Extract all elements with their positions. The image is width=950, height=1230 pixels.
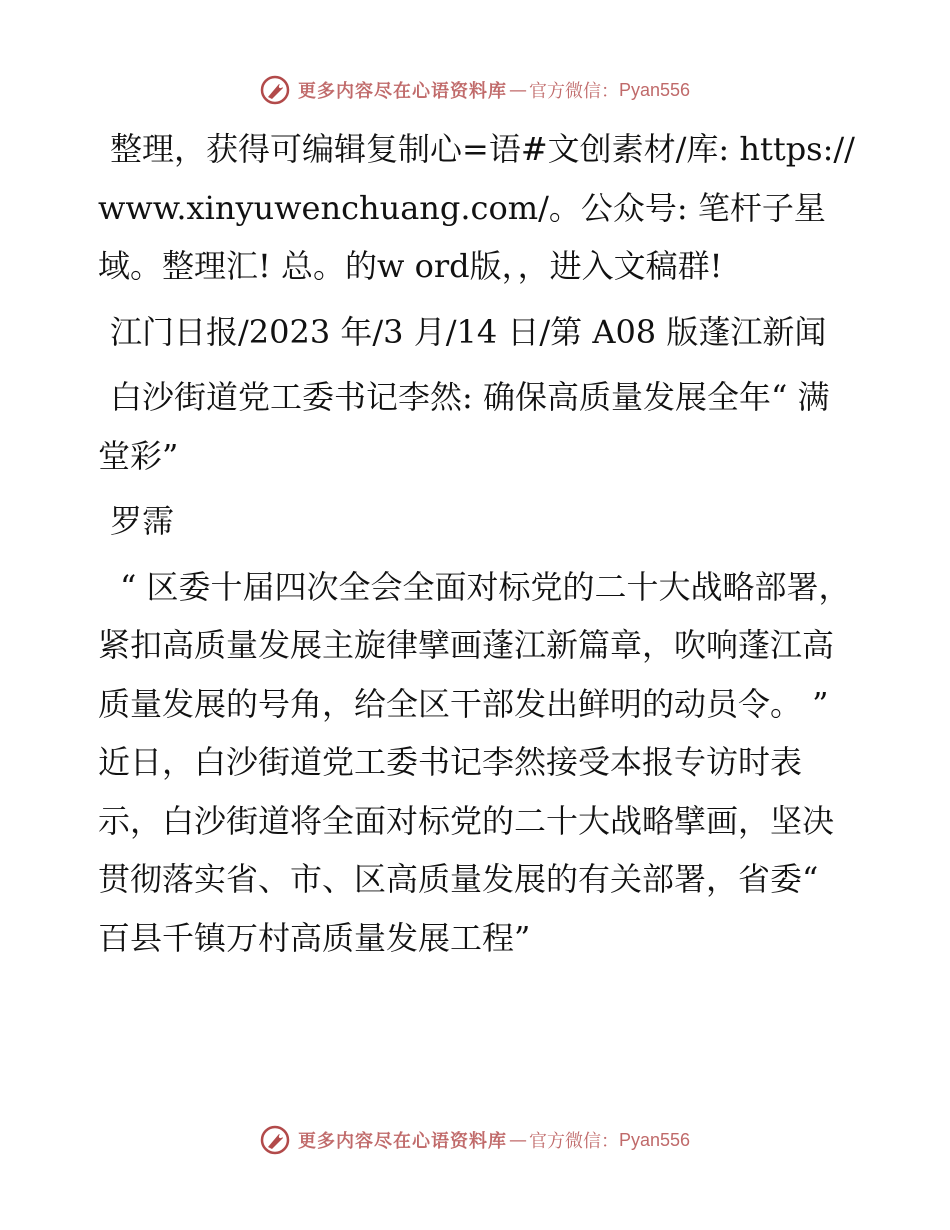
watermark-brand-text: 更多内容尽在心语资料库 xyxy=(297,81,507,102)
footer-watermark xyxy=(0,1122,950,1158)
article-title: 白沙街道党工委书记李然: 确保高质量发展全年“ 满堂彩” xyxy=(98,378,830,475)
pen-nib-logo-icon xyxy=(260,1125,290,1155)
header-watermark xyxy=(0,72,950,108)
watermark-wechat-label: 官方微信： xyxy=(528,81,619,102)
source-line: 江门日报/2023 年/3 月/14 日/第 A08 版蓬江新闻 xyxy=(110,312,827,351)
watermark-wechat-id: Pyan556 xyxy=(618,79,691,100)
watermark-dash: — xyxy=(508,1129,527,1151)
intro-paragraph: 整理，获得可编辑复制心=语#文创素材/库: https://www.xinyuwenchuang.com/。公众号: 笔杆子星域。整理汇! 总。的w ord版，，进入文稿群! xyxy=(98,130,855,285)
watermark-brand-text: 更多内容尽在心语资料库 xyxy=(297,1131,507,1152)
author-name: 罗霈 xyxy=(110,502,175,540)
document-body xyxy=(98,120,858,974)
body-paragraph: “ 区委十届四次全会全面对标党的二十大战略部署，紧扣高质量发展主旋律擘画蓬江新篇章，吹响蓬江高质量发展的号角，给全区干部发出鲜明的动员令。 ” 近日，白沙街道党工委书记李然接受本报专访时表示，白沙街道将全面对标党的二十大战略擘画，坚决贯彻落实省、市、区高质量发展的有关部署，省委“ 百县千镇万村高质量发展工程” xyxy=(98,567,851,957)
watermark-wechat-label: 官方微信： xyxy=(528,1131,619,1152)
watermark-dash: — xyxy=(508,79,527,101)
pen-nib-logo-icon xyxy=(260,75,290,105)
watermark-wechat-id: Pyan556 xyxy=(618,1129,691,1150)
